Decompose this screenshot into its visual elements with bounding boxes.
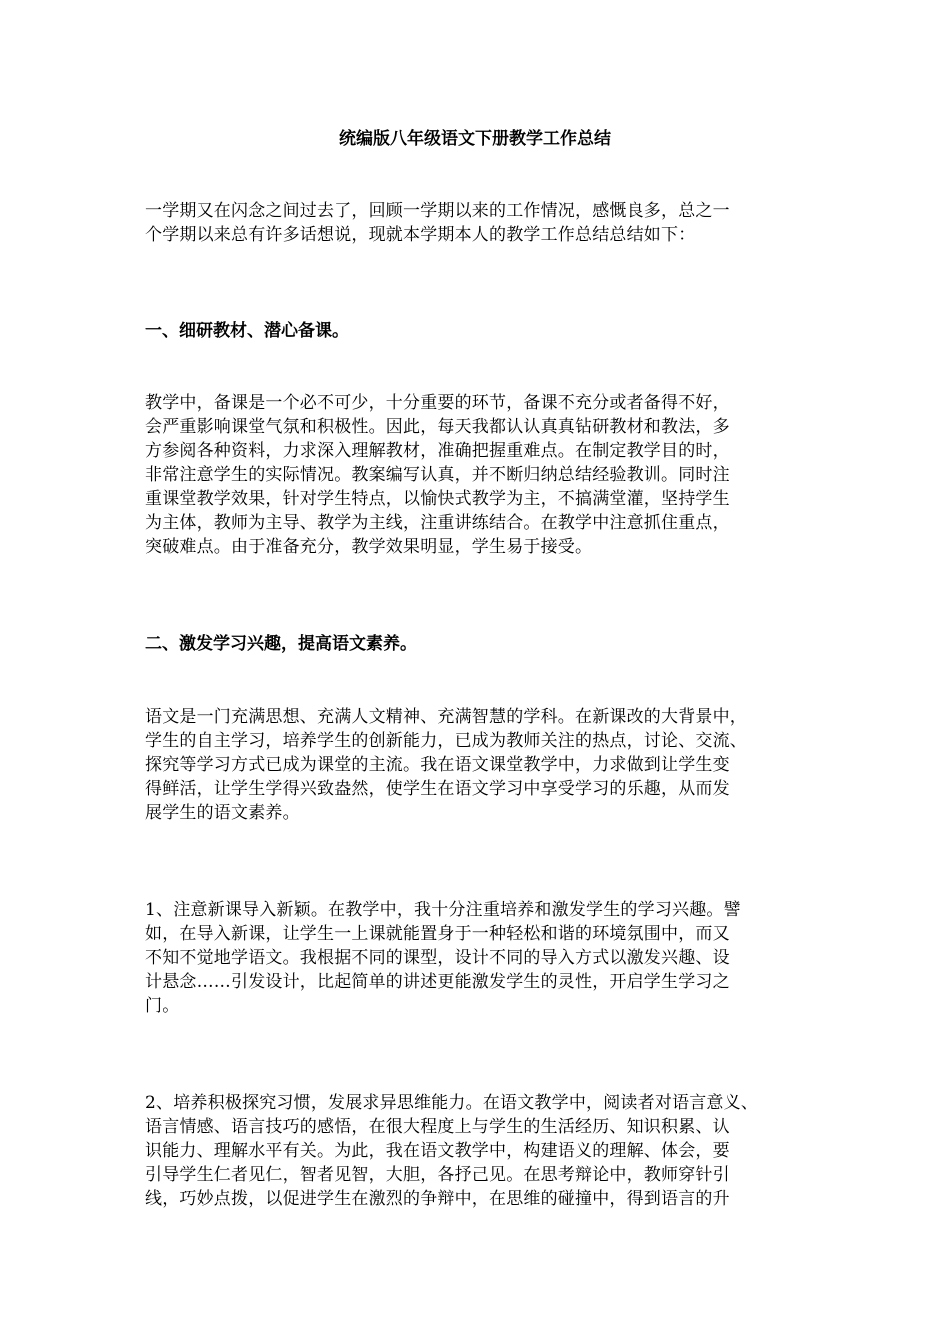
paragraph-line: 如，在导入新课，让学生一上课就能置身于一种轻松和谐的环境氛围中，而又 — [145, 924, 730, 944]
paragraph-line: 2、培养积极探究习惯，发展求异思维能力。在语文教学中，阅读者对语言意义、 — [145, 1093, 759, 1113]
section-1-heading: 一、细研教材、潜心备课。 — [145, 321, 349, 341]
intro-paragraph — [145, 199, 825, 247]
paragraph-line: 探究等学习方式已成为课堂的主流。我在语文课堂教学中，力求做到让学生变 — [145, 755, 730, 775]
paragraph-line: 线，巧妙点拨，以促进学生在激烈的争辩中，在思维的碰撞中，得到语言的升 — [145, 1189, 730, 1209]
section-1-paragraph — [145, 391, 825, 559]
paragraph-line: 非常注意学生的实际情况。教案编写认真，并不断归纳总结经验教训。同时注 — [145, 465, 730, 485]
paragraph-line: 不知不觉地学语文。我根据不同的课型，设计不同的导入方式以激发兴趣、设 — [145, 948, 730, 968]
intro-line: 个学期以来总有许多话想说，现就本学期本人的教学工作总结总结如下： — [145, 225, 696, 245]
intro-line: 一学期又在闪念之间过去了，回顾一学期以来的工作情况，感慨良多，总之一 — [145, 201, 730, 221]
paragraph-line: 会严重影响课堂气氛和积极性。因此，每天我都认认真真钻研教材和教法，多 — [145, 417, 730, 437]
paragraph-line: 突破难点。由于准备充分，教学效果明显，学生易于接受。 — [145, 537, 593, 557]
paragraph-line: 语文是一门充满思想、充满人文精神、充满智慧的学科。在新课改的大背景中， — [145, 707, 747, 727]
section-2-heading: 二、激发学习兴趣，提高语文素养。 — [145, 634, 417, 654]
paragraph-line: 学生的自主学习，培养学生的创新能力，已成为教师关注的热点，讨论、交流、 — [145, 731, 747, 751]
document-title: 统编版八年级语文下册教学工作总结 — [339, 129, 611, 149]
paragraph-line: 计悬念……引发设计，比起简单的讲述更能激发学生的灵性，开启学生学习之 — [145, 972, 730, 992]
section-2-paragraph — [145, 705, 825, 825]
point-1-paragraph — [145, 898, 825, 1018]
point-2-paragraph — [145, 1091, 825, 1211]
paragraph-line: 重课堂教学效果，针对学生特点，以愉快式教学为主，不搞满堂灌，坚持学生 — [145, 489, 730, 509]
paragraph-line: 教学中，备课是一个必不可少，十分重要的环节，备课不充分或者备得不好， — [145, 393, 730, 413]
paragraph-line: 展学生的语文素养。 — [145, 803, 300, 823]
paragraph-line: 得鲜活，让学生学得兴致盎然，使学生在语文学习中享受学习的乐趣，从而发 — [145, 779, 730, 799]
paragraph-line: 方参阅各种资料，力求深入理解教材，准确把握重难点。在制定教学目的时， — [145, 441, 730, 461]
paragraph-line: 为主体，教师为主导、教学为主线，注重讲练结合。在教学中注意抓住重点， — [145, 513, 730, 533]
paragraph-line: 语言情感、语言技巧的感悟，在很大程度上与学生的生活经历、知识积累、认 — [145, 1117, 730, 1137]
paragraph-line: 1、注意新课导入新颖。在教学中，我十分注重培养和激发学生的学习兴趣。譬 — [145, 900, 741, 920]
paragraph-line: 引导学生仁者见仁，智者见智，大胆，各抒己见。在思考辩论中，教师穿针引 — [145, 1165, 730, 1185]
paragraph-line: 识能力、理解水平有关。为此，我在语文教学中，构建语义的理解、体会，要 — [145, 1141, 730, 1161]
paragraph-line: 门。 — [145, 996, 180, 1016]
